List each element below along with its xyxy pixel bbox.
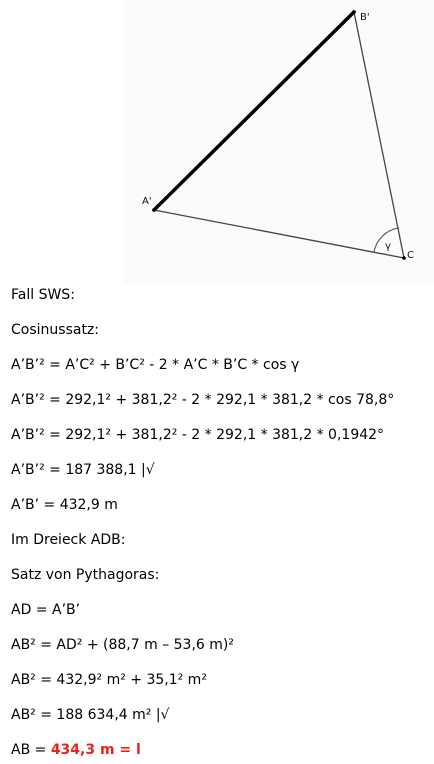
result-value: 434,3 m = l — [50, 742, 141, 758]
vertex-a-dot — [152, 208, 156, 212]
calculation-line: A’B’² = 187 388,1 |√ — [11, 462, 155, 478]
theorem-heading: Satz von Pythagoras: — [11, 567, 160, 583]
vertex-b-dot — [352, 10, 356, 14]
result-line — [11, 742, 141, 758]
side-b-c — [354, 12, 404, 258]
calculation-line: AB² = 432,9² m² + 35,1² m² — [11, 672, 207, 688]
triangle-figure — [124, 0, 434, 285]
calculation-line: A’B’² = 292,1² + 381,2² - 2 * 292,1 * 381,2 * 0,1942° — [11, 427, 385, 443]
triangle-diagram — [124, 0, 434, 285]
vertex-c-label: C — [407, 250, 414, 261]
vertex-a-label: A' — [142, 196, 152, 207]
section-heading: Im Dreieck ADB: — [11, 532, 126, 548]
case-heading: Fall SWS: — [11, 287, 75, 303]
angle-gamma-label: γ — [385, 241, 391, 252]
side-a-b — [154, 12, 354, 210]
law-heading: Cosinussatz: — [11, 322, 99, 338]
side-a-c — [154, 210, 404, 258]
calculation-line: AB² = AD² + (88,7 m – 53,6 m)² — [11, 637, 234, 653]
vertex-c-dot — [402, 256, 406, 260]
calculation-line: AD = A’B’ — [11, 602, 81, 618]
calculation-line: A’B’ = 432,9 m — [11, 497, 118, 513]
calculation-line: A’B’² = 292,1² + 381,2² - 2 * 292,1 * 381,2 * cos 78,8° — [11, 392, 395, 408]
formula-line: A’B’² = A’C² + B’C² - 2 * A’C * B’C * cos γ — [11, 357, 300, 373]
calculation-line: AB² = 188 634,4 m² |√ — [11, 707, 170, 723]
vertex-b-label: B' — [360, 12, 370, 23]
result-prefix: AB = — [11, 742, 51, 758]
